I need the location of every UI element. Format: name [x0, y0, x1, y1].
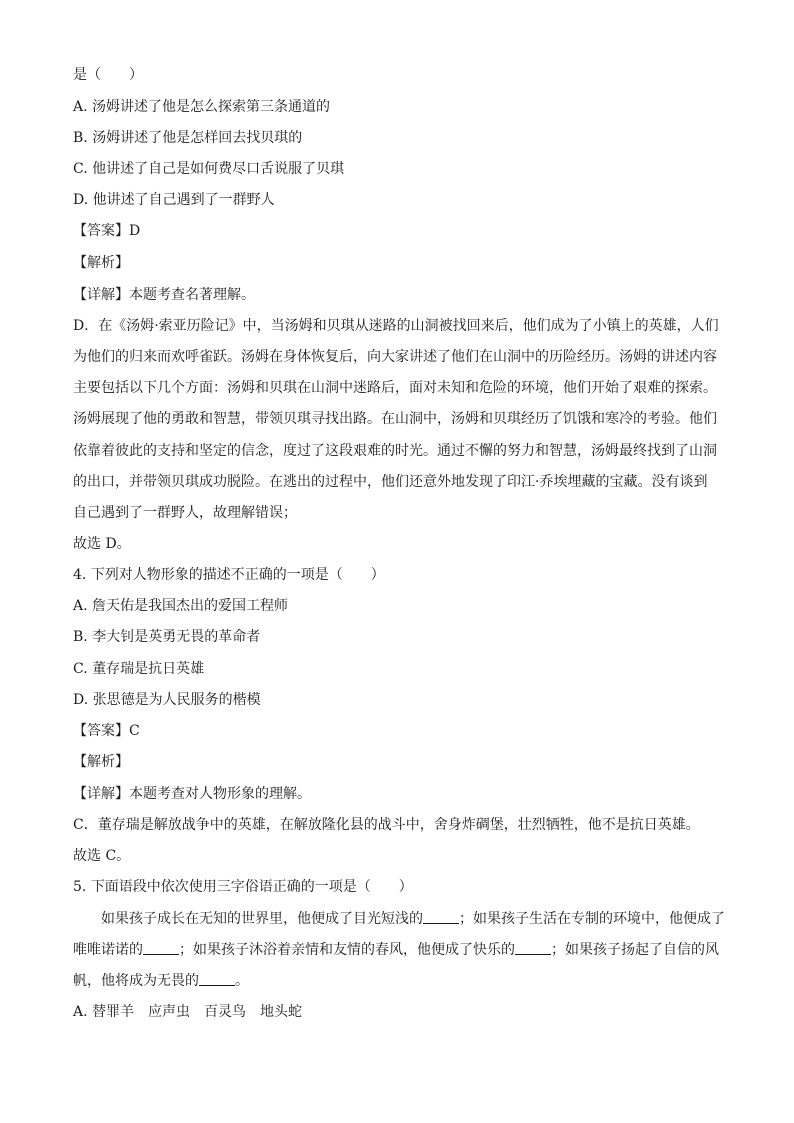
- q3-detail-text: D．在《汤姆·索亚历险记》中，当汤姆和贝琪从迷路的山洞被找回来后，他们成为了小镇上的英雄，人们: [73, 318, 719, 334]
- question-4-stem: 4. 下列对人物形象的描述不正确的一项是（ ）: [73, 567, 385, 583]
- q4-conclusion: 故选 C。: [73, 848, 131, 864]
- q4-detail-heading: 【详解】本题考查对人物形象的理解。: [73, 786, 311, 802]
- q3-detail-text: 主要包括以下几个方面：汤姆和贝琪在山洞中迷路后，面对未知和危险的环境，他们开始了艰难的探索。: [73, 380, 717, 396]
- q4-answer: 【答案】C: [73, 723, 140, 739]
- q3-detail-text: 为他们的归来而欢呼雀跃。汤姆在身体恢复后，向大家讲述了他们在山洞中的历险经历。汤姆的讲述内容: [73, 349, 717, 365]
- q5-passage-text: ；如果孩子扬起了自信的风: [551, 942, 719, 958]
- q5-blank-2: [143, 940, 179, 955]
- q5-passage-text: ；如果孩子沐浴着亲情和友情的春风，他便成了快乐的: [179, 942, 515, 958]
- q4-option-a: A. 詹天佑是我国杰出的爱国工程师: [73, 598, 289, 614]
- q5-passage-text: 。: [235, 973, 249, 989]
- q3-option-d: D. 他讲述了自己遇到了一群野人: [73, 192, 275, 208]
- q5-blank-3: [515, 940, 551, 955]
- question-3-stem-end: 是（ ）: [73, 67, 143, 83]
- q3-analysis-heading: 【解析】: [73, 255, 129, 271]
- q3-answer: 【答案】D: [73, 223, 141, 239]
- q5-option-a: A. 替罪羊 应声虫 百灵鸟 地头蛇: [73, 1004, 303, 1020]
- q5-blank-1: [423, 909, 459, 924]
- q5-passage-text: 帆，他将成为无畏的: [73, 973, 199, 989]
- q5-passage-line: [73, 940, 719, 960]
- q4-option-c: C. 董存瑞是抗日英雄: [73, 661, 205, 677]
- q5-blank-4: [199, 971, 235, 986]
- question-5-stem: 5. 下面语段中依次使用三字俗语正确的一项是（ ）: [73, 879, 413, 895]
- q3-detail-text: 自己遇到了一群野人，故理解错误；: [73, 505, 297, 521]
- q3-conclusion: 故选 D。: [73, 536, 131, 552]
- q3-detail-heading: 【详解】本题考查名著理解。: [73, 287, 255, 303]
- q3-option-c: C. 他讲述了自己是如何费尽口舌说服了贝琪: [73, 161, 345, 177]
- q5-passage-text: 如果孩子成长在无知的世界里，他便成了目光短浅的: [101, 911, 423, 927]
- q5-passage-text: ；如果孩子生活在专制的环境中，他便成了: [459, 911, 725, 927]
- q5-passage-line: [101, 909, 725, 929]
- q3-option-b: B. 汤姆讲述了他是怎样回去找贝琪的: [73, 130, 303, 146]
- q3-option-a: A. 汤姆讲述了他是怎么探索第三条通道的: [73, 99, 331, 115]
- q4-option-b: B. 李大钊是英勇无畏的革命者: [73, 629, 261, 645]
- q4-detail-text: C．董存瑞是解放战争中的英雄，在解放隆化县的战斗中，舍身炸碉堡，壮烈牺牲，他不是抗日英雄。: [73, 817, 700, 833]
- q5-passage-line: [73, 971, 249, 991]
- q3-detail-text: 的出口，并带领贝琪成功脱险。在逃出的过程中，他们还意外地发现了印江·乔埃埋藏的宝藏。没有谈到: [73, 474, 708, 490]
- q5-passage-text: 唯唯诺诺的: [73, 942, 143, 958]
- q3-detail-text: 汤姆展现了他的勇敢和智慧，带领贝琪寻找出路。在山洞中，汤姆和贝琪经历了饥饿和寒冷的考验。他们: [73, 411, 717, 427]
- q4-analysis-heading: 【解析】: [73, 754, 129, 770]
- q3-detail-text: 依靠着彼此的支持和坚定的信念，度过了这段艰难的时光。通过不懈的努力和智慧，汤姆最终找到了山洞: [73, 443, 717, 459]
- q4-option-d: D. 张思德是为人民服务的楷模: [73, 692, 261, 708]
